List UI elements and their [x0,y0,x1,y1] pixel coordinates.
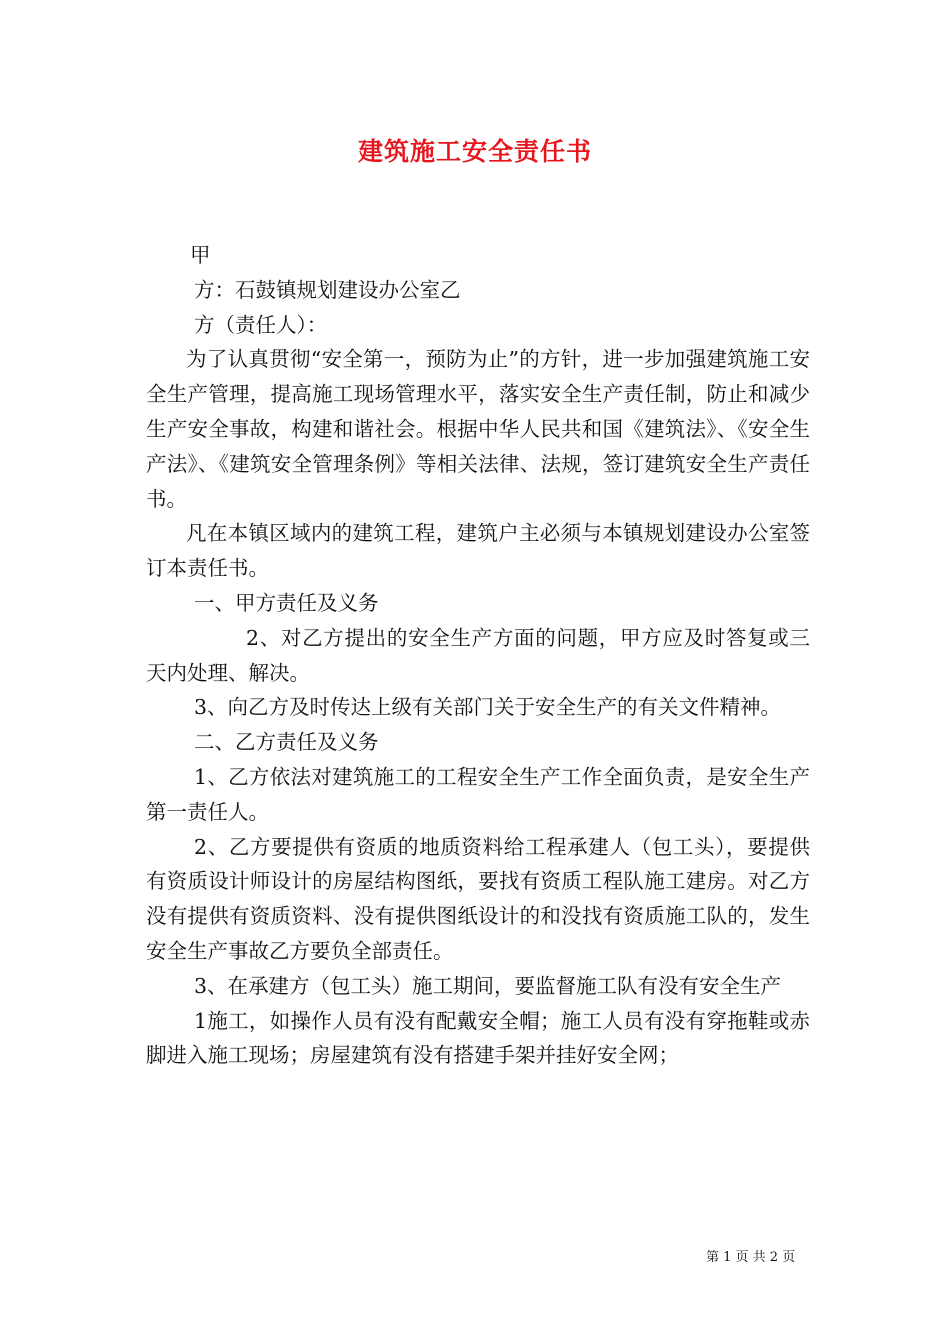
page-indicator: 第 1 页 共 2 页 [706,1250,796,1265]
party-b-line: 方（责任人）： [194,312,328,337]
party-a-clause-3: 3、向乙方及时传达上级有关部门关于安全生产的有关文件精神。 [194,695,782,720]
section-heading-party-a: 一、甲方责任及义务 [194,590,379,615]
party-a-clause-2: 2、对乙方提出的安全生产方面的问题，甲方应及时答复或三天内处理、解决。 [146,625,810,685]
party-b-clause-3-item-1: 1施工，如操作人员有没有配戴安全帽；施工人员有没有穿拖鞋或赤脚进入施工现场；房屋建筑有没有搭建手架并挂好安全网； [146,1008,810,1068]
intro-paragraph: 为了认真贯彻“安全第一，预防为止”的方针，进一步加强建筑施工安全生产管理，提高施工现场管理水平，落实安全生产责任制，防止和减少生产安全事故，构建和谐社会。根据中华人民共和国《建筑法》、《安全生产法》、《建筑安全管理条例》等相关法律、法规，签订建筑安全生产责任书。 [146,347,810,511]
document-title: 建筑施工安全责任书 [357,137,592,166]
document-body [146,238,810,1073]
scope-paragraph: 凡在本镇区域内的建筑工程，建筑户主必须与本镇规划建设办公室签订本责任书。 [146,521,810,581]
party-b-clause-1: 1、乙方依法对建筑施工的工程安全生产工作全面负责，是安全生产第一责任人。 [146,764,810,824]
party-a-label: 甲 [190,243,211,267]
section-heading-party-b: 二、乙方责任及义务 [194,730,379,755]
party-a-line: 方：石鼓镇规划建设办公室乙 [194,277,461,302]
party-b-clause-2: 2、乙方要提供有资质的地质资料给工程承建人（包工头），要提供有资质设计师设计的房屋结构图纸，要找有资质工程队施工建房。对乙方没有提供有资质资料、没有提供图纸设计的和没找有资质施工队的，发生安全生产事故乙方要负全部责任。 [146,834,810,963]
party-b-clause-3: 3、在承建方（包工头）施工期间，要监督施工队有没有安全生产 [194,973,782,998]
